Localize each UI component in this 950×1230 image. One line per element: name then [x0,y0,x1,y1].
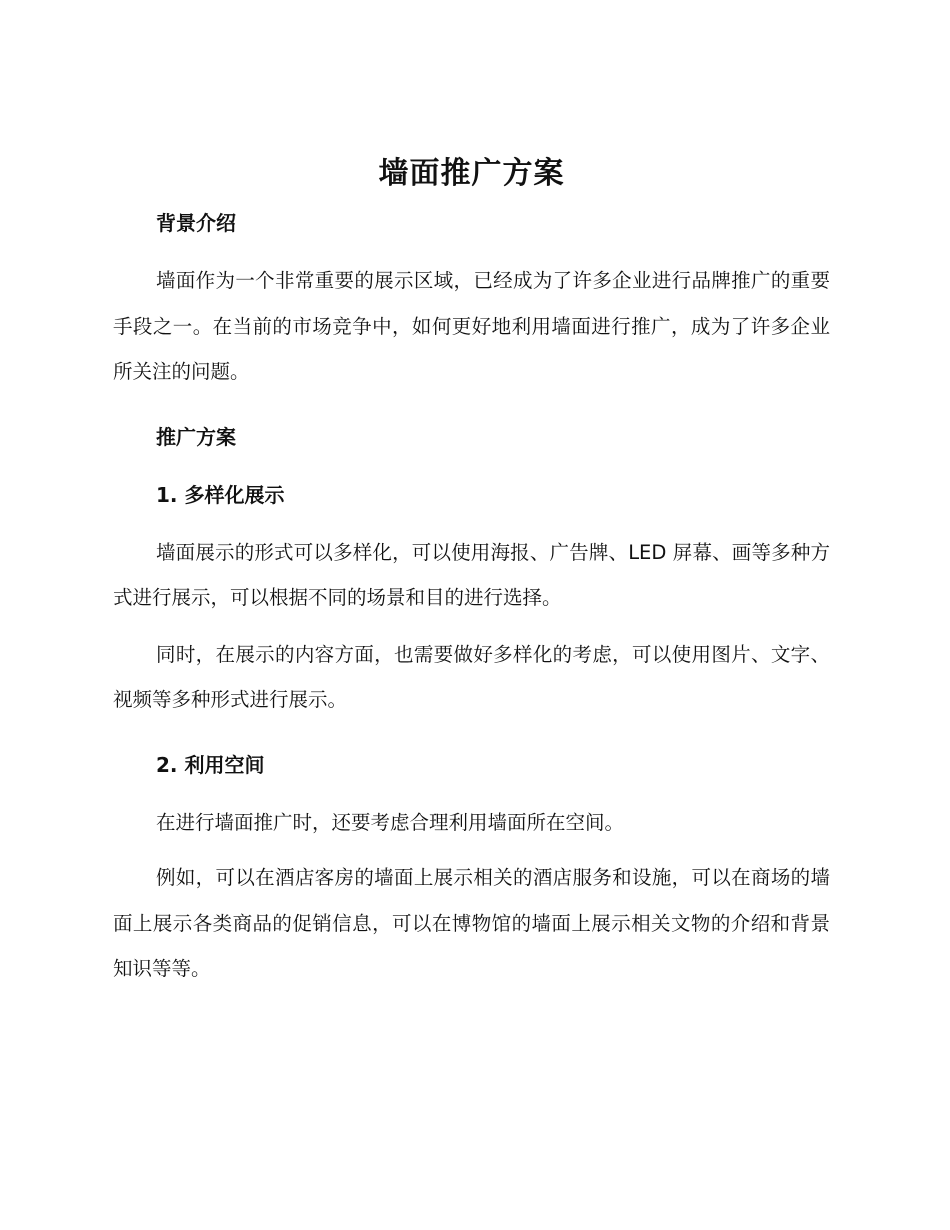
section-heading-background: 背景介绍 [156,211,236,235]
section-heading-plan: 推广方案 [156,424,236,449]
paragraph-diversified-content: 同时，在展示的内容方面，也需要做好多样化的考虑，可以使用图片、文字、视频等多种形式进行展示。 [113,642,830,711]
subsection-heading-diversified-display: 1. 多样化展示 [156,482,285,507]
paragraph-use-space-examples: 例如，可以在酒店客房的墙面上展示相关的酒店服务和设施，可以在商场的墙面上展示各类商品的促销信息，可以在博物馆的墙面上展示相关文物的介绍和背景知识等等。 [113,866,830,980]
paragraph-use-space-intro: 在进行墙面推广时，还要考虑合理利用墙面所在空间。 [156,810,625,834]
paragraph-diversified-forms: 墙面展示的形式可以多样化，可以使用海报、广告牌、LED 屏幕、画等多种方式进行展示，可以根据不同的场景和目的进行选择。 [113,540,830,609]
paragraph-background: 墙面作为一个非常重要的展示区域，已经成为了许多企业进行品牌推广的重要手段之一。在当前的市场竞争中，如何更好地利用墙面进行推广，成为了许多企业所关注的问题。 [113,269,830,383]
document-title: 墙面推广方案 [378,156,565,191]
subsection-heading-use-space: 2. 利用空间 [156,752,265,777]
